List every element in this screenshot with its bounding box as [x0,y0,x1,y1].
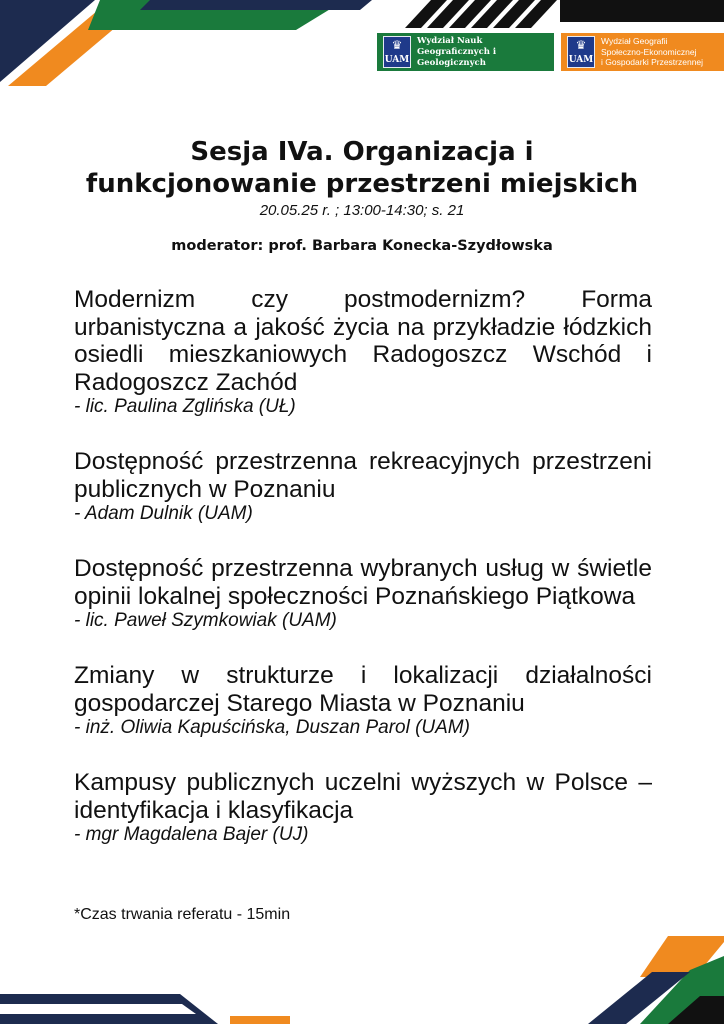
top-green-shape [88,0,345,30]
logo-right-line1: Wydział Geografii [601,36,668,47]
top-black-bar [560,0,724,22]
bottom-left-orange-bar [230,1016,290,1024]
session-title-line2: funkcjonowanie przestrzeni miejskich [85,169,639,199]
bottom-right-black-shape [668,996,724,1024]
talk-item [74,555,652,632]
talk-item [74,448,652,525]
talk-item [74,286,652,418]
talk-title: Zmiany w strukturze i lokalizacji działalności gospodarczej Starego Miasta w Poznaniu [74,662,652,717]
faculty-logo-socio-economic [561,33,724,71]
bottom-left-navy-band [0,994,218,1024]
talk-item [74,662,652,739]
bottom-right-green-shape [640,956,724,1024]
talk-author: - inż. Oliwia Kapuścińska, Duszan Parol (UAM) [74,717,470,738]
bottom-right-orange-shape [640,936,724,977]
talk-item [74,769,652,846]
talk-author: - Adam Dulnik (UAM) [74,503,253,524]
bottom-left-white-line [0,1004,196,1014]
session-title [30,136,694,200]
top-navy-shape [0,0,95,82]
talk-title: Kampusy publicznych uczelni wyższych w Polsce – identyfikacja i klasyfikacja [74,769,652,824]
session-title-line1: Sesja IVa. Organizacja i [190,137,534,167]
talk-list [74,286,652,876]
talk-title: Dostępność przestrzenna rekreacyjnych przestrzeni publicznych w Poznaniu [74,448,652,503]
top-navy-band [140,0,372,10]
bottom-right-navy-shape [588,972,690,1024]
talk-duration-note: *Czas trwania referatu - 15min [74,906,291,923]
talk-title: Modernizm czy postmodernizm? Forma urbanistyczna a jakość życia na przykładzie łódzkich osiedli mieszkaniowych Radogoszcz Wschód i Radogoszcz Zachód [74,286,652,396]
talk-author: - mgr Magdalena Bajer (UJ) [74,824,309,845]
eagle-icon: ♛ [575,38,587,52]
session-moderator: moderator: prof. Barbara Konecka-Szydłowska [171,238,553,254]
crest-label: UAM [568,55,594,65]
top-black-stripes [405,0,557,28]
talk-title: Dostępność przestrzenna wybranych usług w świetle opinii lokalnej społeczności Poznańskiego Piątkowa [74,555,652,610]
top-orange-stripe [8,0,148,86]
logo-right-line2: Społeczno-Ekonomicznej [601,46,697,57]
session-date-time-room: 20.05.25 r. ; 13:00-14:30; s. 21 [259,202,465,219]
talk-author: - lic. Paweł Szymkowiak (UAM) [74,610,337,631]
uam-crest-icon [383,36,411,68]
logo-right-line3: i Gospodarki Przestrzennej [601,57,704,68]
logo-left-line2: Geograficznych i Geologicznych [417,46,497,68]
logo-left-line1: Wydział Nauk [417,35,483,46]
eagle-icon: ♛ [391,38,403,52]
talk-author: - lic. Paulina Zglińska (UŁ) [74,396,296,417]
uam-crest-icon [567,36,595,68]
faculty-logo-geographical-geological [377,33,554,71]
crest-label: UAM [384,55,410,65]
